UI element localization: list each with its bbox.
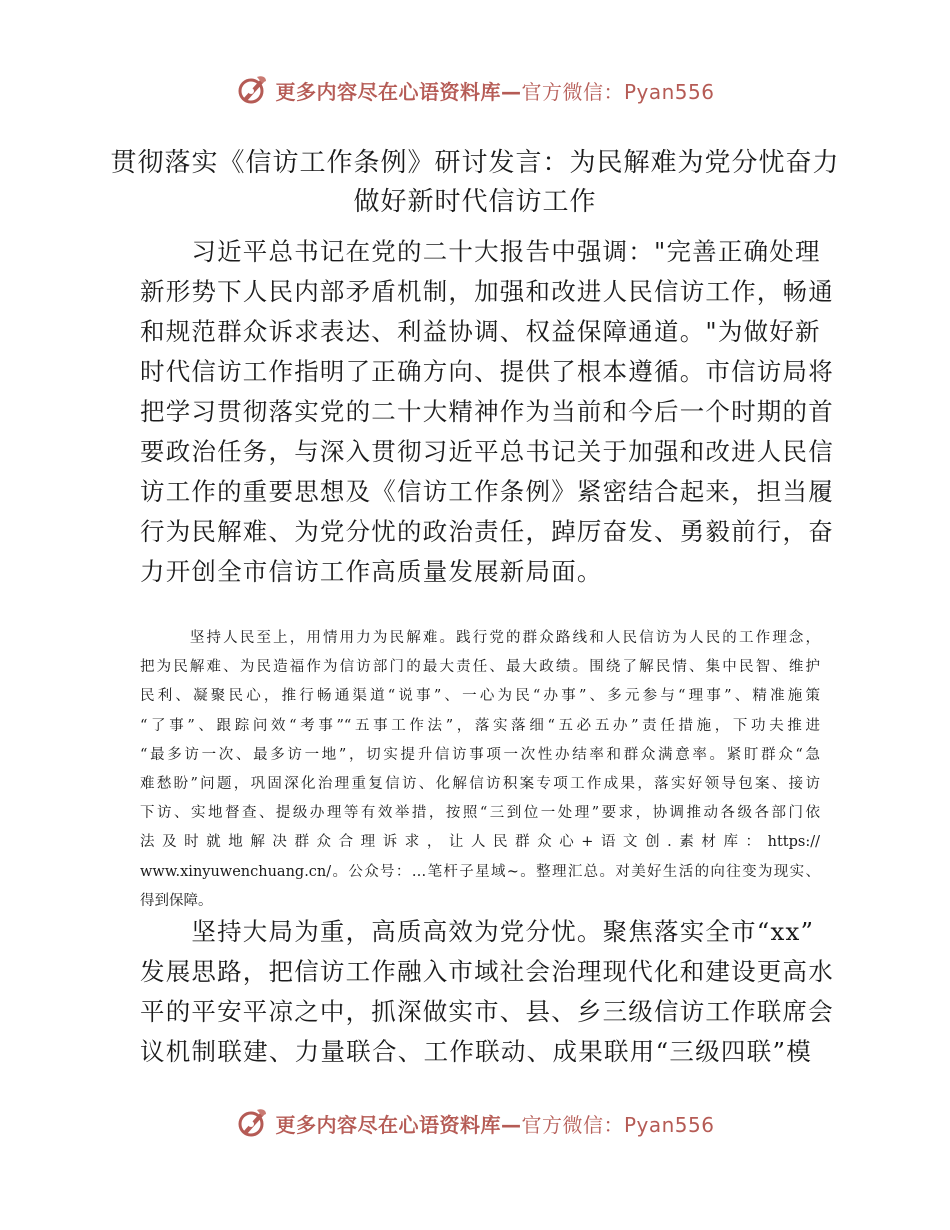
paragraph-line: 议机制联建、力量联合、工作联动、成果联用“三级四联”模 — [140, 1037, 812, 1066]
paragraph-line: 发展思路，把信访工作融入市域社会治理现代化和建设更高水 — [140, 957, 834, 986]
paragraph-line: “了事”、跟踪问效“考事”“五事工作法”，落实落细“五必五办”责任措施，下功夫推进 — [140, 717, 820, 734]
paragraph-line: 把为民解难、为民造福作为信访部门的最大责任、最大政绩。围绕了解民情、集中民智、维护 — [140, 659, 820, 676]
paragraph-line: 力开创全市信访工作高质量发展新局面。 — [140, 557, 603, 586]
quill-seal-icon — [235, 73, 269, 107]
banner-text: 更多内容尽在心语资料库—官方微信：Pyan556 — [275, 79, 715, 104]
paragraph-line: 难愁盼”问题，巩固深化治理重复信访、化解信访积案专项工作成果，落实好领导包案、接访 — [140, 775, 820, 792]
paragraph-line: 平的平安平凉之中，抓深做实市、县、乡三级信访工作联席会 — [140, 997, 834, 1026]
paragraph-line: 得到保障。 — [140, 892, 213, 909]
header-watermark-banner — [0, 70, 950, 110]
paragraph-line: 法及时就地解决群众合理诉求，让人民群众心+语文创.素材库：https:// — [140, 834, 820, 851]
paragraph-people-first — [140, 624, 820, 916]
paragraph-line: 坚持大局为重，高质高效为党分忧。聚焦落实全市“xx” — [140, 917, 815, 946]
banner-wechat: 官方微信：Pyan556 — [521, 79, 715, 104]
paragraph-line: 要政治任务，与深入贯彻习近平总书记关于加强和改进人民信 — [140, 437, 834, 466]
paragraph-overall-situation — [140, 912, 834, 1072]
paragraph-line: 习近平总书记在党的二十大报告中强调："完善正确处理 — [140, 237, 821, 266]
banner-text: 更多内容尽在心语资料库—官方微信：Pyan556 — [275, 1112, 715, 1137]
paragraph-line: 把学习贯彻落实党的二十大精神作为当前和今后一个时期的首 — [140, 397, 834, 426]
banner-wechat: 官方微信：Pyan556 — [521, 1112, 715, 1137]
document-title-line-2: 做好新时代信访工作 — [353, 187, 597, 217]
paragraph-line: 时代信访工作指明了正确方向、提供了根本遵循。市信访局将 — [140, 357, 834, 386]
paragraph-line: www.xinyuwenchuang.cn/。公众号：…笔杆子星域~。整理汇总。对美好生活的向往变为现实、 — [140, 863, 820, 880]
quill-seal-icon — [235, 1106, 269, 1140]
paragraph-line: 下访、实地督查、提级办理等有效举措，按照“三到位一处理”要求，协调推动各级各部门依 — [140, 805, 820, 822]
paragraph-line: 访工作的重要思想及《信访工作条例》紧密结合起来，担当履 — [140, 477, 834, 506]
paragraph-line: 和规范群众诉求表达、利益协调、权益保障通道。"为做好新 — [140, 317, 821, 346]
paragraph-line: 新形势下人民内部矛盾机制，加强和改进人民信访工作，畅通 — [140, 277, 834, 306]
paragraph-line: 行为民解难、为党分忧的政治责任，踔厉奋发、勇毅前行，奋 — [140, 517, 834, 546]
paragraph-line: 民利、凝聚民心，推行畅通渠道“说事”、一心为民“办事”、多元参与“理事”、精准施策 — [140, 688, 820, 705]
footer-watermark-banner — [0, 1103, 950, 1143]
paragraph-line: “最多访一次、最多访一地”，切实提升信访事项一次性办结率和群众满意率。紧盯群众“急 — [140, 746, 820, 763]
document-title-line-1: 贯彻落实《信访工作条例》研讨发言：为民解难为党分忧奋力 — [110, 148, 840, 178]
paragraph-intro — [140, 232, 834, 592]
paragraph-line: 坚持人民至上，用情用力为民解难。践行党的群众路线和人民信访为人民的工作理念， — [140, 630, 820, 646]
